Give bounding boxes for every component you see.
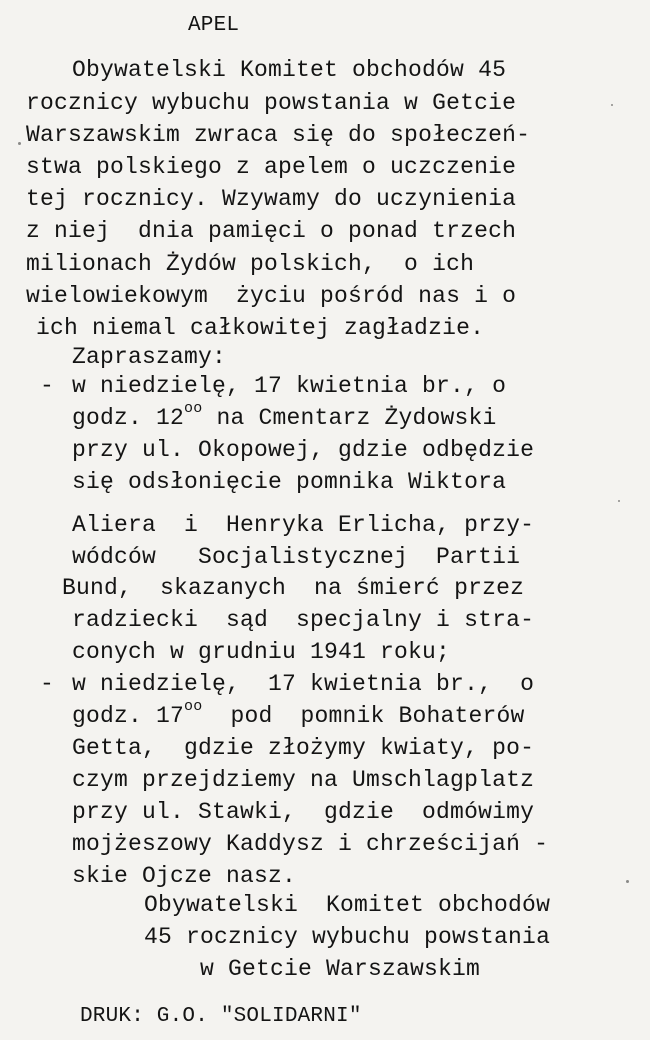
item-line: Getta, gdzie złożymy kwiaty, po- xyxy=(72,735,535,761)
signature-line: Obywatelski Komitet obchodów xyxy=(144,892,551,918)
intro-line: ich niemal całkowitej zagładzie. xyxy=(36,315,485,341)
item-line: mojżeszowy Kaddysz i chrześcijań - xyxy=(72,831,549,857)
item-line: skie Ojcze nasz. xyxy=(72,863,297,889)
item-line: przy ul. Okopowej, gdzie odbędzie xyxy=(72,437,535,463)
item-line: w niedzielę, 17 kwietnia br., o xyxy=(72,373,507,399)
item-line: Bund, skazanych na śmierć przez xyxy=(62,575,525,601)
print-speck xyxy=(626,880,629,883)
intro-line: stwa polskiego z apelem o uczczenie xyxy=(26,154,517,180)
printer-footer: DRUK: G.O. "SOLIDARNI" xyxy=(80,1005,362,1028)
time-superscript: oo xyxy=(184,698,203,716)
invite-label: Zapraszamy: xyxy=(72,344,227,370)
intro-line: tej rocznicy. Wzywamy do uczynienia xyxy=(26,186,517,212)
intro-line: wielowiekowym życiu pośród nas i o xyxy=(26,283,517,309)
item-line: czym przejdziemy na Umschlagplatz xyxy=(72,767,535,793)
print-speck xyxy=(611,104,613,106)
item-line: conych w grudniu 1941 roku; xyxy=(72,639,451,665)
document-title: APEL xyxy=(188,14,240,37)
intro-line: milionach Żydów polskich, o ich xyxy=(26,251,475,277)
signature-line: w Getcie Warszawskim xyxy=(200,956,481,982)
item-time-line: godz. $17^{oo}$ pod pomnik Bohaterów xyxy=(72,698,525,729)
list-dash: - xyxy=(40,373,54,399)
intro-line: rocznicy wybuchu powstania w Getcie xyxy=(26,90,517,116)
time-superscript: oo xyxy=(184,400,203,418)
intro-line: Obywatelski Komitet obchodów 45 xyxy=(72,57,507,83)
item-time-line: godz. $12^{oo}$ na Cmentarz Żydowski xyxy=(72,400,497,431)
item-line: Aliera i Henryka Erlicha, przy- xyxy=(72,512,535,538)
item-line: radziecki sąd specjalny i stra- xyxy=(72,607,535,633)
signature-line: 45 rocznicy wybuchu powstania xyxy=(144,924,551,950)
list-dash: - xyxy=(40,671,54,697)
item-line: przy ul. Stawki, gdzie odmówimy xyxy=(72,799,535,825)
item-line: się odsłonięcie pomnika Wiktora xyxy=(72,469,507,495)
item-line: w niedzielę, 17 kwietnia br., o xyxy=(72,671,535,697)
intro-line: Warszawskim zwraca się do społeczeń- xyxy=(26,122,531,148)
print-speck xyxy=(618,500,620,502)
item-line: wódców Socjalistycznej Partii xyxy=(72,544,521,570)
intro-line: z niej dnia pamięci o ponad trzech xyxy=(26,218,517,244)
print-speck xyxy=(18,142,21,145)
